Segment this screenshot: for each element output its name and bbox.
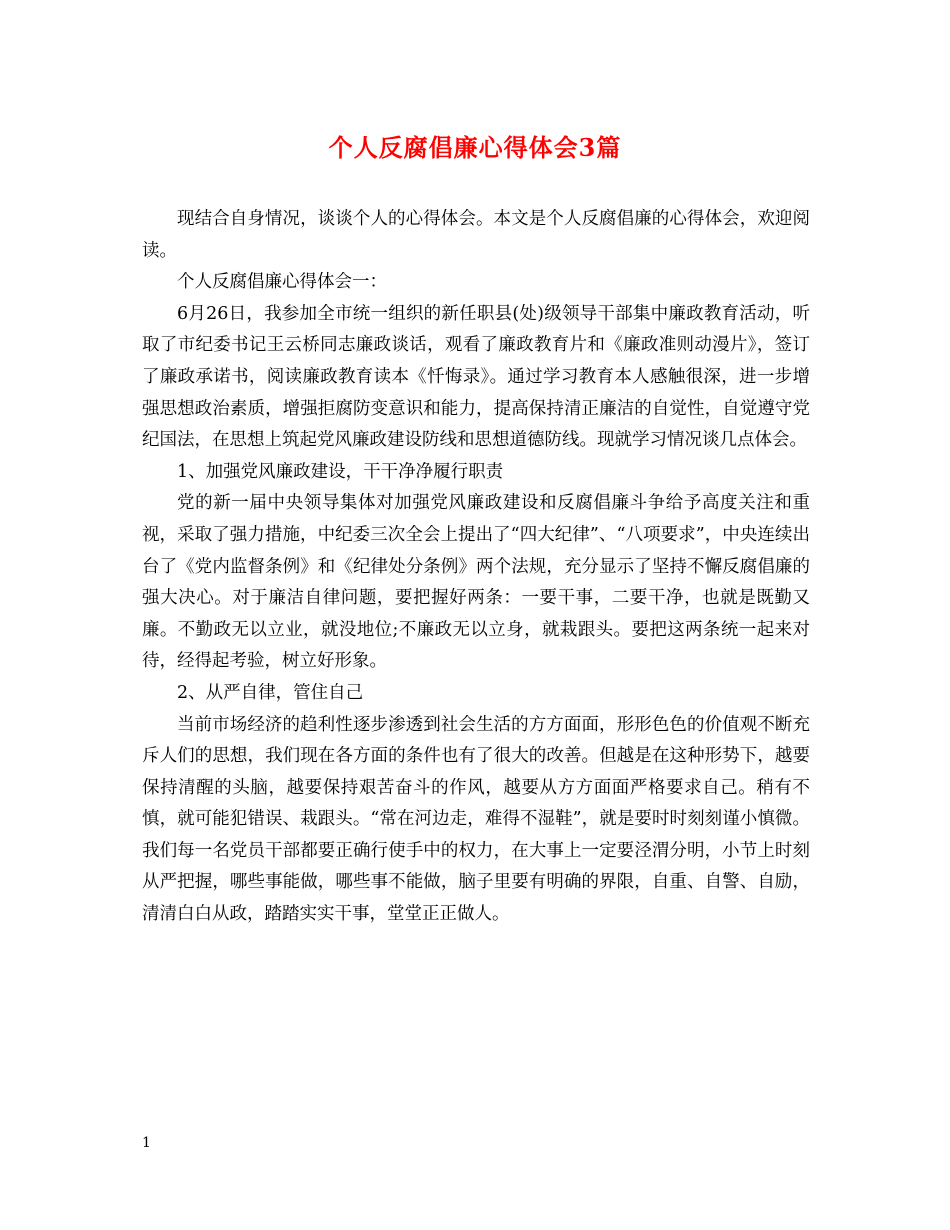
section-heading-part-one: 个人反腐倡廉心得体会一： xyxy=(177,272,387,293)
body-paragraph: 党的新一届中央领导集体对加强党风廉政建设和反腐倡廉斗争给予高度关注和重视，采取了强力措施，中纪委三次全会上提出了“四大纪律”、“八项要求”，中央连续出台了《党内监督条例》和《纪律处分条例》两个法规，充分显示了坚持不懈反腐倡廉的强大决心。对于廉洁自律问题，要把握好两条：一要干事，二要干净，也就是既勤又廉。不勤政无以立业，就没地位;不廉政无以立身，就栽跟头。要把这两条统一起来对待，经得起考验，树立好形象。 xyxy=(142,493,810,672)
document-body xyxy=(142,204,810,931)
page-number: 1 xyxy=(142,1135,151,1151)
numbered-heading-2: 2、从严自律，管住自己 xyxy=(177,682,364,703)
document-title: 个人反腐倡廉心得体会3篇 xyxy=(328,133,622,162)
body-paragraph: 当前市场经济的趋利性逐步渗透到社会生活的方方面面，形形色色的价值观不断充斥人们的思想，我们现在各方面的条件也有了很大的改善。但越是在这种形势下，越要保持清醒的头脑，越要保持艰苦奋斗的作风，越要从方方面面严格要求自己。稍有不慎，就可能犯错误、栽跟头。“常在河边走，难得不湿鞋”，就是要时时刻刻谨小慎微。我们每一名党员干部都要正确行使手中的权力，在大事上一定要泾渭分明，小节上时刻从严把握，哪些事能做，哪些事不能做，脑子里要有明确的界限，自重、自警、自励，清清白白从政，踏踏实实干事，堂堂正正做人。 xyxy=(142,714,810,925)
numbered-heading-1: 1、加强党风廉政建设，干干净净履行职责 xyxy=(177,461,504,482)
intro-paragraph: 现结合自身情况，谈谈个人的心得体会。本文是个人反腐倡廉的心得体会，欢迎阅读。 xyxy=(142,209,810,261)
body-paragraph: 6月26日，我参加全市统一组织的新任职县(处)级领导干部集中廉政教育活动，听取了市纪委书记王云桥同志廉政谈话，观看了廉政教育片和《廉政准则动漫片》，签订了廉政承诺书，阅读廉政教育读本《忏悔录》。通过学习教育本人感触很深，进一步增强思想政治素质，增强拒腐防变意识和能力，提高保持清正廉洁的自觉性，自觉遵守党纪国法，在思想上筑起党风廉政建设防线和思想道德防线。现就学习情况谈几点体会。 xyxy=(142,303,810,451)
